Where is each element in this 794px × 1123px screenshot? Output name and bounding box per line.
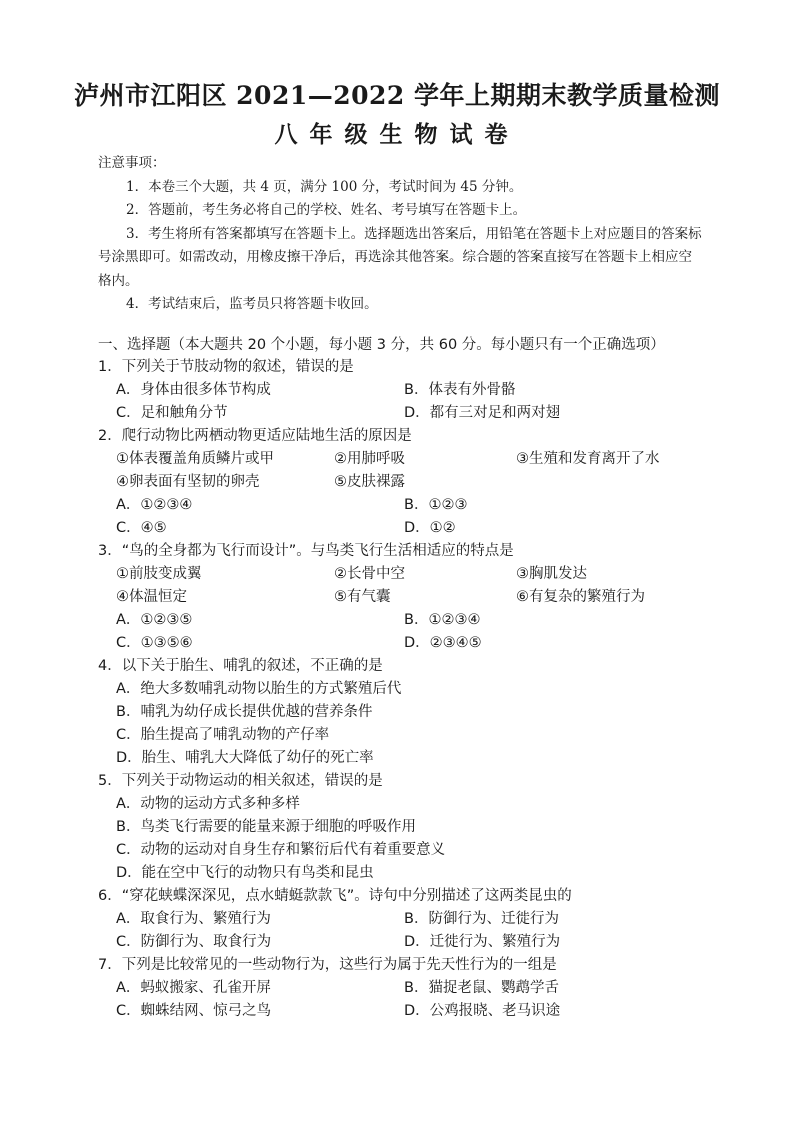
- option: A．绝大多数哺乳动物以胎生的方式繁殖后代: [116, 681, 402, 697]
- option: A．①②③④: [116, 497, 193, 513]
- section-heading: 一、选择题（本大题共 20 个小题，每小题 3 分，共 60 分。每小题只有一个正确选项）: [98, 337, 665, 353]
- statement: ⑥有复杂的繁殖行为: [516, 589, 645, 605]
- question-stem: 5．下列关于动物运动的相关叙述，错误的是: [98, 773, 383, 789]
- question-stem: 4．以下关于胎生、哺乳的叙述，不正确的是: [98, 658, 383, 674]
- question: [98, 540, 708, 655]
- question-stem: 1．下列关于节肢动物的叙述，错误的是: [98, 359, 354, 375]
- option: B．①②③④: [404, 612, 481, 628]
- statement: ③生殖和发育离开了水: [516, 451, 660, 467]
- option: D．②③④⑤: [404, 635, 482, 651]
- notes-block: [98, 152, 704, 317]
- question-stem: 7．下列是比较常见的一些动物行为，这些行为属于先天性行为的一组是: [98, 957, 557, 973]
- option: D．能在空中飞行的动物只有鸟类和昆虫: [116, 865, 374, 881]
- option: B．体表有外骨骼: [404, 382, 516, 398]
- question: [98, 425, 708, 540]
- option: A．①②③⑤: [116, 612, 193, 628]
- question-stem: 6．“穿花蛱蝶深深见，点水蜻蜓款款飞”。诗句中分别描述了这两类昆虫的: [98, 888, 572, 904]
- statement: ①前肢变成翼: [116, 566, 202, 582]
- option: A．取食行为、繁殖行为: [116, 911, 271, 927]
- option: C．防御行为、取食行为: [116, 934, 272, 950]
- question: [98, 885, 708, 954]
- question: [98, 655, 708, 770]
- option: A．身体由很多体节构成: [116, 382, 271, 398]
- option: B．防御行为、迁徙行为: [404, 911, 559, 927]
- question-stem: 2．爬行动物比两栖动物更适应陆地生活的原因是: [98, 428, 412, 444]
- statement: ⑤有气囊: [334, 589, 391, 605]
- notes-item: 4．考试结束后，监考员只将答题卡收回。: [126, 296, 378, 312]
- option: C．足和触角分节: [116, 405, 228, 421]
- notes-item: 2．答题前，考生务必将自己的学校、姓名、考号填写在答题卡上。: [126, 202, 527, 218]
- option: B．①②③: [404, 497, 468, 513]
- option: A．蚂蚁搬家、孔雀开屏: [116, 980, 271, 996]
- option: C．动物的运动对自身生存和繁衍后代有着重要意义: [116, 842, 446, 858]
- notes-item: 3．考生将所有答案都填写在答题卡上。选择题选出答案后，用铅笔在答题卡上对应题目的答案标号涂黑即可。如需改动，用橡皮擦干净后，再选涂其他答案。综合题的答案直接写在答题卡上相应空格内。: [98, 225, 702, 289]
- option: B．鸟类飞行需要的能量来源于细胞的呼吸作用: [116, 819, 416, 835]
- option: D．①②: [404, 520, 456, 536]
- statement: ④体温恒定: [116, 589, 187, 605]
- option: B．猫捉老鼠、鹦鹉学舌: [404, 980, 559, 996]
- question: [98, 770, 708, 885]
- exam-subtitle: 八年级生物试卷: [274, 121, 520, 148]
- statement: ①体表覆盖角质鳞片或甲: [116, 451, 274, 467]
- option: C．胎生提高了哺乳动物的产仔率: [116, 727, 330, 743]
- question: [98, 356, 708, 425]
- option: D．公鸡报晓、老马识途: [404, 1003, 561, 1019]
- option: D．迁徙行为、繁殖行为: [404, 934, 561, 950]
- option: A．动物的运动方式多种多样: [116, 796, 300, 812]
- option: C．④⑤: [116, 520, 167, 536]
- statement: ⑤皮肤裸露: [334, 474, 405, 490]
- statement: ③胸肌发达: [516, 566, 587, 582]
- notes-heading: 注意事项：: [98, 155, 166, 171]
- option: B．哺乳为幼仔成长提供优越的营养条件: [116, 704, 373, 720]
- exam-title: 泸州市江阳区 2021—2022 学年上期期末教学质量检测: [73, 81, 721, 110]
- question: [98, 954, 708, 1023]
- option: D．都有三对足和两对翅: [404, 405, 561, 421]
- notes-item: 1．本卷三个大题，共 4 页，满分 100 分，考试时间为 45 分钟。: [126, 178, 523, 195]
- statement: ②长骨中空: [334, 566, 405, 582]
- question-stem: 3．“鸟的全身都为飞行而设计”。与鸟类飞行生活相适应的特点是: [98, 543, 514, 559]
- statement: ②用肺呼吸: [334, 451, 405, 467]
- option: C．蜘蛛结网、惊弓之鸟: [116, 1003, 272, 1019]
- statement: ④卵表面有坚韧的卵壳: [116, 474, 260, 490]
- question-list: [98, 356, 708, 1023]
- option: D．胎生、哺乳大大降低了幼仔的死亡率: [116, 750, 374, 766]
- option: C．①③⑤⑥: [116, 635, 193, 651]
